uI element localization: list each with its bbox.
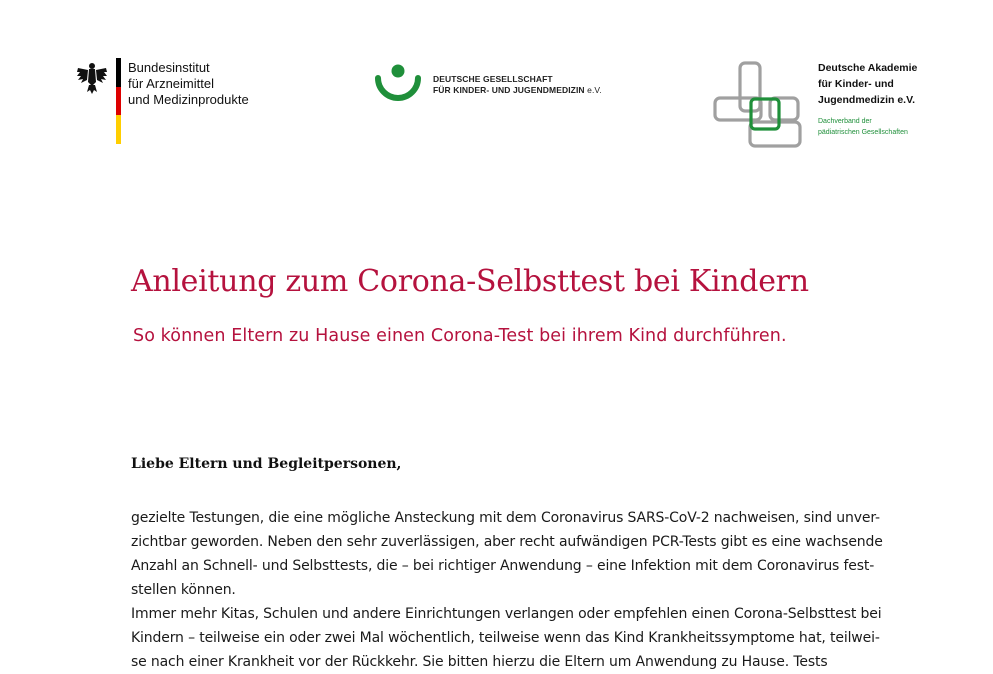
bfarm-line-3: und Medizinprodukte [128,92,249,107]
dgkj-line-2-suffix: e.V. [584,85,602,95]
dgkj-emblem-icon [374,62,422,102]
federal-eagle-icon [76,60,108,96]
body-line: gezielte Testungen, die eine mögliche Ansteckung mit dem Coronavirus SARS-CoV-2 nachweisen, sind unver- [131,510,880,526]
body-line: se nach einer Krankheit vor der Rückkehr. Sie bitten hierzu die Eltern um Anwendung zu Hause. Tests [131,654,828,670]
bfarm-logo [76,58,276,148]
dakj-line-1: Deutsche Akademie [818,62,918,74]
dgkj-line-2 [433,85,602,96]
german-flag-bar [116,58,121,144]
body-line: stellen können. [131,582,236,598]
document-title: Anleitung zum Corona-Selbsttest bei Kindern [131,264,809,299]
bfarm-line-1: Bundesinstitut [128,60,210,75]
dakj-sub-line-1: Dachverband der [818,118,872,125]
dakj-subline [818,116,908,138]
body-paragraphs [131,506,931,674]
bfarm-line-2: für Arzneimittel [128,76,214,91]
dgkj-logo [374,62,634,102]
flag-stripe-gold [116,115,121,144]
document-subtitle: So können Eltern zu Hause einen Corona-Test bei ihrem Kind durchführen. [133,326,787,346]
dgkj-line-2-main: FÜR KINDER- UND JUGENDMEDIZIN [433,85,585,95]
dgkj-wordmark [433,74,602,96]
dakj-line-2: für Kinder- und [818,78,894,90]
dakj-sub-line-2: pädiatrischen Gesellschaften [818,129,908,136]
dakj-emblem-icon [712,60,804,152]
dgkj-line-1: DEUTSCHE GESELLSCHAFT [433,74,553,84]
salutation: Liebe Eltern und Begleitpersonen, [131,456,402,472]
dakj-wordmark [818,60,917,108]
flag-stripe-black [116,58,121,87]
body-line: Immer mehr Kitas, Schulen und andere Einrichtungen verlangen oder empfehlen einen Corona-Selbsttest bei [131,606,882,622]
body-line: Kindern – teilweise ein oder zwei Mal wöchentlich, teilweise wenn das Kind Krankheitssymptome hat, teilwei- [131,630,880,646]
flag-stripe-red [116,87,121,116]
body-line: Anzahl an Schnell- und Selbsttests, die – bei richtiger Anwendung – eine Infektion mit dem Coronavirus fest- [131,558,875,574]
bfarm-wordmark [128,60,249,108]
dakj-logo [712,60,952,155]
dakj-line-3: Jugendmedizin e.V. [818,94,916,106]
body-line: zichtbar geworden. Neben den sehr zuverlässigen, aber recht aufwändigen PCR-Tests gibt es eine wachsende [131,534,883,550]
